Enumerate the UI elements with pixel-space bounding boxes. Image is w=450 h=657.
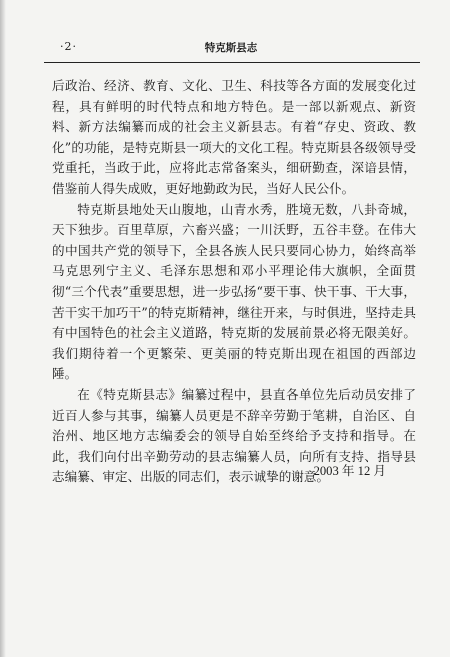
- header-rule: [44, 62, 420, 63]
- paragraph-geography: 特克斯县地处天山腹地，山青水秀，胜境无数，八卦奇城，天下独步。百里草原，六畜兴盛；一川沃野，五谷丰登。在伟大的中国共产党的领导下，全县各族人民只要同心协力，始终高举马克思列宁主义、毛泽东思想和邓小平理论伟大旗帜，全面贯彻“三个代表”重要思想，进一步弘扬“要干事、快干事、干大事，苦干实干加巧干”的特克斯精神，继往开来，与时俱进，坚持走具有中国特色的社会主义道路，特克斯的发展前景必将无限美好。我们期待着一个更繁荣、更美丽的特克斯出现在祖国的西部边陲。: [52, 201, 416, 382]
- running-title: 特克斯县志: [204, 42, 258, 54]
- page-header: [44, 38, 418, 60]
- signature-date: 2003 年 12 月: [313, 464, 386, 478]
- paragraph-acknowledgement: 在《特克斯县志》编纂过程中，县直各单位先后动员安排了近百人参与其事，编纂人员更是不辞辛劳勤于笔耕，自治区、自治州、地区地方志编委会的领导自始至终给予支持和指导。在此，我们向付出辛勤劳动的县志编纂人员，向所有支持、指导县志编纂、审定、出版的同志们，表示诚挚的谢意。: [52, 386, 416, 485]
- body-text: [52, 76, 416, 488]
- paragraph-continued: 后政治、经济、教育、文化、卫生、科技等各方面的发展变化过程，具有鲜明的时代特点和地方特色。是一部以新观点、新资料、新方法编纂而成的社会主义新县志。有着“存史、资政、教化”的功能，是特克斯县一项大的文化工程。特克斯县各级领导受党重托，当政于此，应将此志常备案头，细研勤查，深谙县情，借鉴前人得失成败，更好地勤政为民，当好人民公仆。: [52, 78, 416, 196]
- page-number: ·2·: [60, 40, 77, 53]
- page-edge-shadow: [0, 0, 6, 657]
